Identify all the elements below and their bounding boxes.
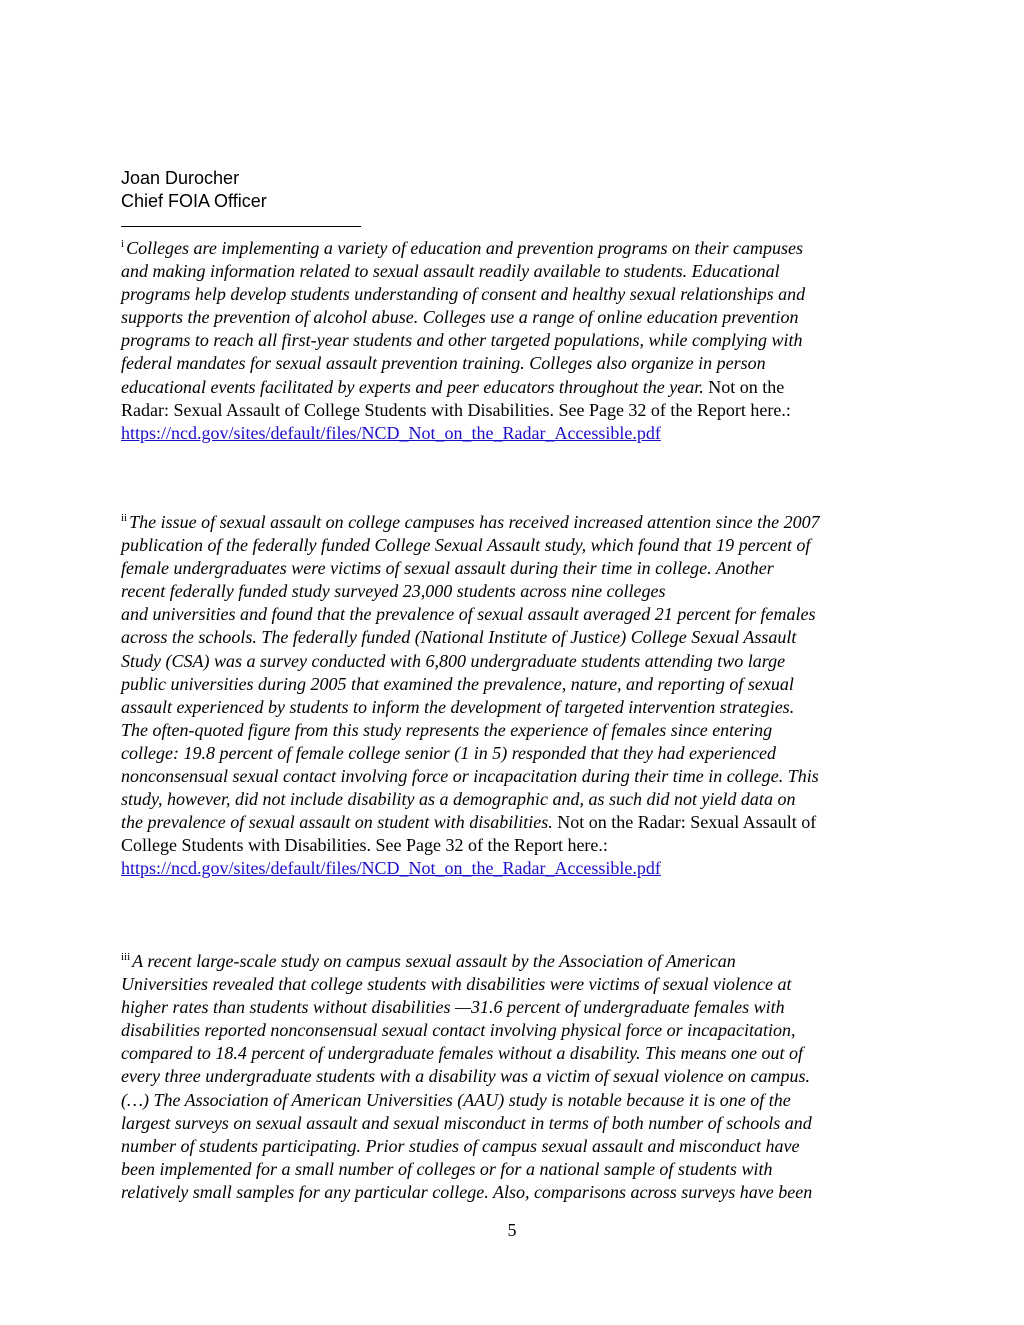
footnote-source: Not on the Radar: Sexual Assault of <box>552 812 817 833</box>
footnote-marker: iii <box>121 951 131 963</box>
footnote-2 <box>121 511 911 881</box>
footnote-text: recent federally funded study surveyed 23,000 students across nine colleges <box>121 581 666 602</box>
footnote-text: The issue of sexual assault on college campuses has received increased attention since the 2007 <box>129 512 820 532</box>
footnote-text: public universities during 2005 that examined the prevalence, nature, and reporting of sexual <box>121 673 794 694</box>
footnote-text: Colleges are implementing a variety of education and prevention programs on their campuses <box>126 238 803 258</box>
footnote-3 <box>121 950 911 1204</box>
footnote-separator <box>121 226 361 227</box>
footnote-text: programs to reach all first-year students and other targeted populations, while complying with <box>121 330 803 351</box>
footnote-text: and making information related to sexual assault readily available to students. Educational <box>121 261 780 282</box>
footnote-text: Universities revealed that college students with disabilities were victims of sexual violence at <box>121 974 792 995</box>
footnote-text: educational events facilitated by experts and peer educators throughout the year. <box>121 376 704 397</box>
footnote-text: college: 19.8 percent of female college senior (1 in 5) responded that they had experienced <box>121 742 776 763</box>
page-number: 5 <box>507 1220 517 1240</box>
footnote-text: number of students participating. Prior studies of campus sexual assault and misconduct have <box>121 1135 800 1156</box>
footnote-text: the prevalence of sexual assault on student with disabilities. <box>121 812 553 833</box>
footnote-line <box>121 237 911 260</box>
signature-title: Chief FOIA Officer <box>121 191 267 211</box>
footnote-text: largest surveys on sexual assault and sexual misconduct in terms of both number of schools and <box>121 1112 812 1133</box>
footnote-text: disabilities reported nonconsensual sexual contact involving physical force or incapacitation, <box>121 1020 796 1041</box>
footnote-text: supports the prevention of alcohol abuse. Colleges use a range of online education prevention <box>121 307 799 328</box>
signature-name: Joan Durocher <box>121 168 240 188</box>
footnote-text: publication of the federally funded College Sexual Assault study, which found that 19 percent of <box>121 535 811 556</box>
footnote-line <box>121 511 911 534</box>
footnote-text: every three undergraduate students with a disability was a victim of sexual violence on campus. <box>121 1066 811 1087</box>
footnote-text: Study (CSA) was a survey conducted with 6,800 undergraduate students attending two large <box>121 650 786 671</box>
footnote-text: A recent large-scale study on campus sexual assault by the Association of American <box>132 951 736 971</box>
footnote-text: and universities and found that the prevalence of sexual assault averaged 21 percent for females <box>121 604 816 625</box>
footnote-text: compared to 18.4 percent of undergraduate females without a disability. This means one out of <box>121 1043 803 1064</box>
footnote-text: across the schools. The federally funded (National Institute of Justice) College Sexual Assault <box>121 627 797 648</box>
report-link[interactable]: https://ncd.gov/sites/default/files/NCD_Not_on_the_Radar_Accessible.pdf <box>121 858 661 879</box>
footnote-line <box>121 811 911 834</box>
footnote-text: programs help develop students understanding of consent and healthy sexual relationships and <box>121 284 806 305</box>
footnote-source: College Students with Disabilities. See Page 32 of the Report here.: <box>121 835 608 856</box>
footnote-line <box>121 950 911 973</box>
footnote-line <box>121 376 911 399</box>
footnote-text: female undergraduates were victims of sexual assault during their time in college. Another <box>121 558 774 579</box>
footnote-text: (…) The Association of American Universities (AAU) study is notable because it is one of the <box>121 1089 791 1110</box>
footnote-marker: i <box>121 238 125 250</box>
footnote-marker: ii <box>121 512 128 524</box>
footnote-text: federal mandates for sexual assault prevention training. Colleges also organize in person <box>121 353 766 374</box>
report-link[interactable]: https://ncd.gov/sites/default/files/NCD_Not_on_the_Radar_Accessible.pdf <box>121 422 661 443</box>
footnote-text: assault experienced by students to inform the development of targeted intervention strategies. <box>121 696 795 717</box>
footnote-text: The often-quoted figure from this study represents the experience of females since entering <box>121 719 773 740</box>
footnote-text: relatively small samples for any particular college. Also, comparisons across surveys have been <box>121 1181 813 1202</box>
footnote-source: Not on the <box>703 376 785 397</box>
footnote-1 <box>121 237 911 445</box>
footnote-text: been implemented for a small number of colleges or for a national sample of students with <box>121 1158 773 1179</box>
footnote-text: higher rates than students without disabilities —31.6 percent of undergraduate females with <box>121 997 785 1018</box>
footnote-text: study, however, did not include disability as a demographic and, as such did not yield data on <box>121 789 796 810</box>
footnote-source: Radar: Sexual Assault of College Students with Disabilities. See Page 32 of the Report here.: <box>121 399 791 420</box>
footnote-text: nonconsensual sexual contact involving force or incapacitation during their time in college. This <box>121 766 819 787</box>
